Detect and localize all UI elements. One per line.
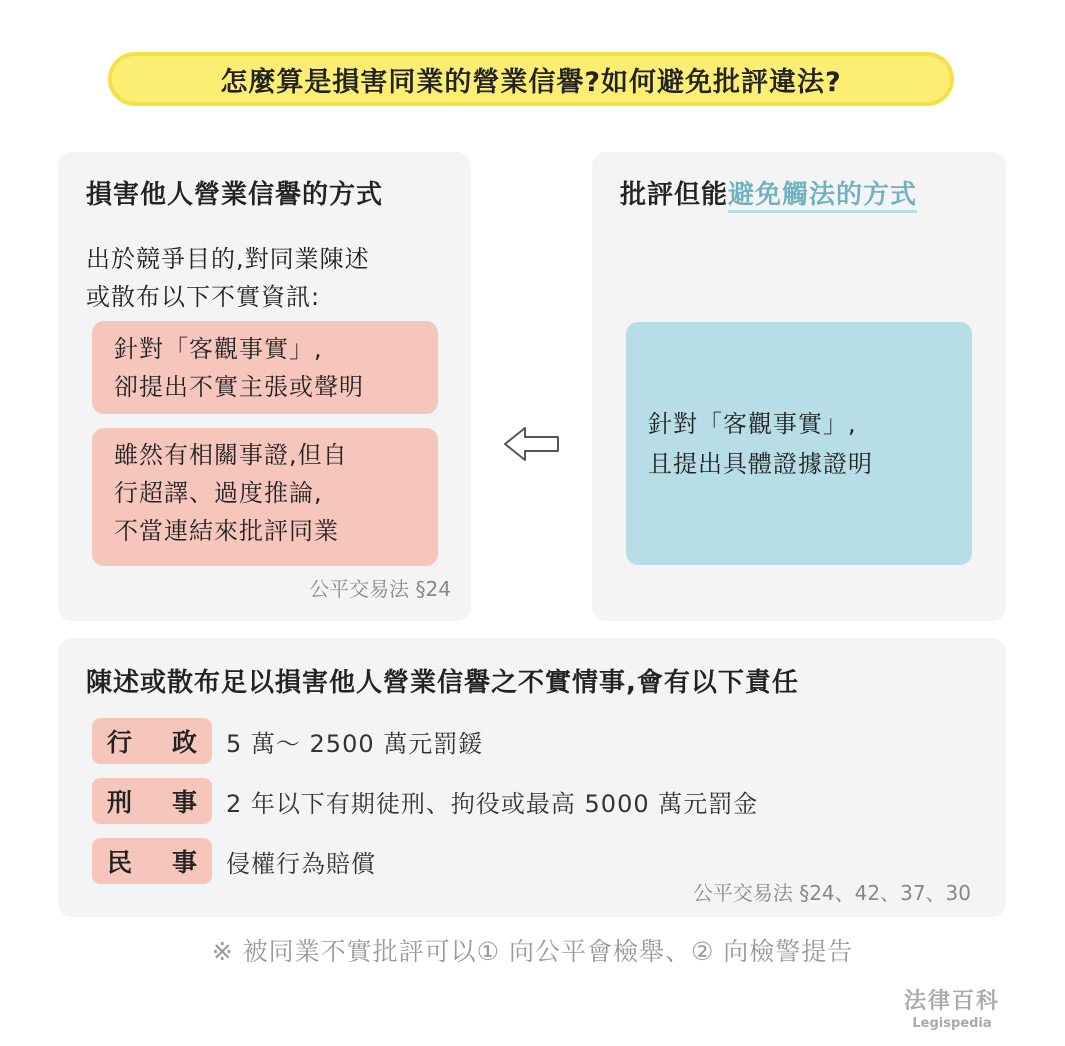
label-char: 政: [171, 728, 197, 757]
damaging-methods-heading: 損害他人營業信譽的方式: [86, 180, 384, 210]
intro-line: 出於競爭目的,對同業陳述: [86, 245, 370, 273]
box-line: 不當連結來批評同業: [114, 517, 339, 545]
law-reference: 公平交易法 §24、42、37、30: [692, 881, 971, 905]
title-banner: [108, 52, 954, 106]
penalty-row-civil: [92, 837, 376, 885]
penalty-row-administrative: [92, 717, 483, 765]
label-char: 行: [107, 728, 133, 757]
penalty-label: [92, 838, 212, 884]
box-line: 雖然有相關事證,但自: [114, 441, 348, 469]
over-interpretation-box: [92, 428, 438, 566]
penalty-text: 5 萬〜 2500 萬元罰鍰: [226, 729, 484, 758]
heading-plain: 批評但能: [620, 180, 729, 210]
label-char: 民: [107, 848, 133, 877]
penalty-label: [92, 718, 212, 764]
label-char: 事: [171, 788, 197, 817]
label-char: 事: [171, 848, 197, 877]
penalty-text: 侵權行為賠償: [226, 849, 376, 878]
box-line: 卻提出不實主張或聲明: [114, 373, 364, 401]
brand-logo-subtext: Legispedia: [912, 1016, 992, 1031]
evidence-box: [626, 322, 972, 565]
penalty-text: 2 年以下有期徒刑、拘役或最高 5000 萬元罰金: [226, 789, 759, 818]
heading-accent: 避免觸法的方式: [728, 180, 917, 213]
penalty-label: [92, 778, 212, 824]
box-line: 且提出具體證據證明: [648, 450, 873, 478]
label-char: 刑: [107, 788, 133, 817]
left-arrow-icon: [503, 424, 561, 464]
box-line: 行超譯、過度推論,: [114, 479, 323, 507]
brand-logo-text: 法律百科: [903, 989, 1000, 1014]
footnote: ※ 被同業不實批評可以① 向公平會檢舉、② 向檢警提告: [211, 937, 854, 966]
box-line: 針對「客觀事實」,: [648, 410, 857, 438]
liability-heading: 陳述或散布足以損害他人營業信譽之不實情事,會有以下責任: [86, 668, 799, 698]
box-line: 針對「客觀事實」,: [114, 335, 323, 363]
page-title: 怎麼算是損害同業的營業信譽?如何避免批評違法?: [220, 66, 842, 98]
false-claim-box: [92, 321, 438, 414]
penalty-row-criminal: [92, 777, 758, 825]
law-reference: 公平交易法 §24: [309, 577, 451, 601]
intro-line: 或散布以下不實資訊:: [86, 283, 321, 311]
safe-criticism-heading: [620, 174, 917, 211]
damaging-methods-intro: [86, 240, 370, 316]
